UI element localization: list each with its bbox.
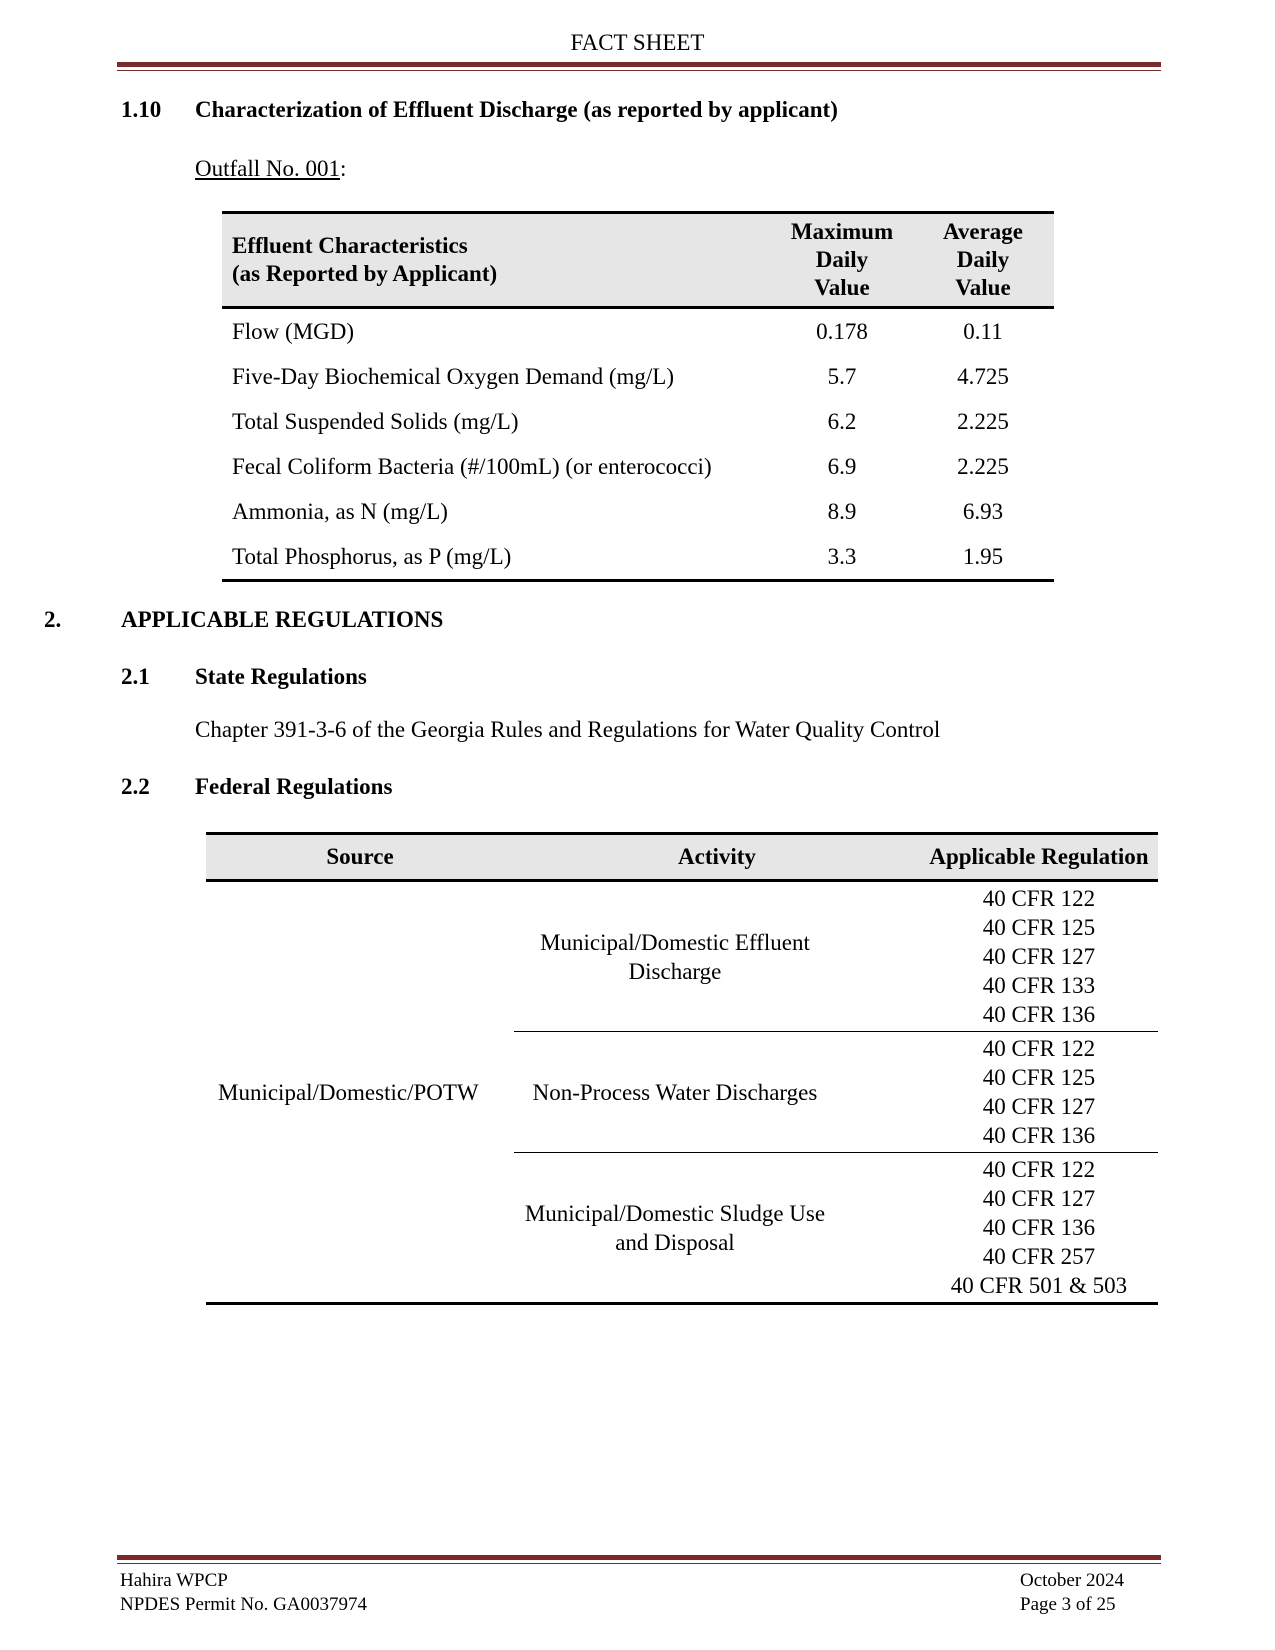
- col-header-max: [772, 213, 912, 308]
- col-header-max-line3: Value: [814, 275, 870, 300]
- table-row: [222, 308, 1054, 355]
- col-header-avg-line3: Value: [955, 275, 1011, 300]
- regulation-line: 40 CFR 136: [982, 1002, 1096, 1027]
- footer-facility: Hahira WPCP: [120, 1570, 228, 1591]
- page-header-title: FACT SHEET: [570, 30, 705, 55]
- section-number: 2.1: [121, 664, 150, 689]
- footer-date: October 2024: [1020, 1570, 1124, 1591]
- row-avg: 2.225: [957, 408, 1009, 434]
- table-row: [222, 489, 1054, 534]
- state-regulations-text: Chapter 391-3-6 of the Georgia Rules and Regulations for Water Quality Control: [195, 717, 941, 742]
- activity-line: Non-Process Water Discharges: [532, 1079, 818, 1105]
- source-cell: Municipal/Domestic/POTW: [206, 881, 514, 1304]
- regulation-line: 40 CFR 501 & 503: [950, 1273, 1128, 1298]
- table-row: [222, 399, 1054, 444]
- row-name: Five-Day Biochemical Oxygen Demand (mg/L): [232, 363, 674, 389]
- regulation-line: 40 CFR 122: [982, 886, 1096, 911]
- activity-cell: [514, 1153, 920, 1304]
- activity-line: Municipal/Domestic Sludge Use: [524, 1200, 826, 1226]
- section-heading: Federal Regulations: [195, 774, 393, 799]
- row-avg: 6.93: [962, 498, 1004, 524]
- section-heading: APPLICABLE REGULATIONS: [121, 607, 444, 632]
- section-number: 1.10: [121, 97, 162, 122]
- effluent-table: [222, 211, 1054, 582]
- col-header-max-line1: Maximum: [790, 219, 894, 244]
- activity-cell: [514, 1032, 920, 1153]
- col-header-characteristics: [222, 213, 772, 308]
- table-row: [222, 354, 1054, 399]
- col-header-avg-line1: Average: [942, 219, 1024, 244]
- outfall-label: [195, 156, 346, 182]
- row-max: 6.9: [827, 453, 857, 479]
- col-header-activity: Activity: [514, 834, 920, 881]
- header-rule: [117, 62, 1161, 67]
- outfall-colon: :: [340, 156, 347, 181]
- row-max: 6.2: [827, 408, 857, 434]
- regulation-cell: [920, 1153, 1158, 1304]
- row-name: Total Phosphorus, as P (mg/L): [222, 534, 772, 581]
- section-heading: State Regulations: [195, 664, 367, 689]
- regulation-line: 40 CFR 127: [982, 1186, 1096, 1211]
- footer-permit: NPDES Permit No. GA0037974: [120, 1594, 368, 1615]
- col-header-regulation: Applicable Regulation: [920, 834, 1158, 881]
- footer-right: [1020, 1569, 1124, 1617]
- col-header-char-line1: Effluent Characteristics: [232, 233, 468, 258]
- row-avg: 0.11: [963, 318, 1003, 344]
- table-row: [206, 881, 1158, 1032]
- footer-rule: [117, 1555, 1161, 1560]
- regulation-line: 40 CFR 122: [982, 1036, 1096, 1061]
- row-max: 8.9: [827, 498, 857, 524]
- federal-regulations-table: [206, 832, 1158, 1305]
- row-name: Fecal Coliform Bacteria (#/100mL) (or enterococci): [232, 453, 712, 479]
- footer-page: Page 3 of 25: [1020, 1594, 1116, 1615]
- regulation-line: 40 CFR 133: [982, 973, 1096, 998]
- row-name: Flow (MGD): [232, 318, 355, 344]
- row-max: 5.7: [827, 363, 857, 389]
- row-name: Total Suspended Solids (mg/L): [232, 408, 519, 434]
- header-rule-thin: [117, 70, 1161, 71]
- col-header-source: Source: [206, 834, 514, 881]
- section-heading: Characterization of Effluent Discharge (as reported by applicant): [195, 97, 838, 122]
- col-header-avg-line2: Daily: [956, 247, 1010, 272]
- table-row: [222, 444, 1054, 489]
- row-max: 3.3: [772, 534, 912, 581]
- regulation-line: 40 CFR 122: [982, 1157, 1096, 1182]
- col-header-max-line2: Daily: [815, 247, 869, 272]
- col-header-char-line2: (as Reported by Applicant): [232, 261, 498, 286]
- activity-line: Municipal/Domestic Effluent: [540, 929, 810, 955]
- regulation-line: 40 CFR 136: [982, 1215, 1096, 1240]
- regulation-line: 40 CFR 127: [982, 944, 1096, 969]
- row-max: 0.178: [816, 318, 868, 344]
- row-avg: 4.725: [957, 363, 1009, 389]
- regulation-line: 40 CFR 125: [982, 915, 1096, 940]
- col-header-avg: [912, 213, 1054, 308]
- regulation-cell: [920, 881, 1158, 1032]
- regulation-line: 40 CFR 136: [982, 1123, 1096, 1148]
- activity-line: and Disposal: [615, 1229, 735, 1255]
- section-number: 2.2: [121, 774, 150, 799]
- activity-line: Discharge: [628, 958, 722, 984]
- footer-left: [120, 1569, 367, 1617]
- regulation-line: 40 CFR 125: [982, 1065, 1096, 1090]
- footer-rule-thin: [117, 1563, 1161, 1564]
- section-number: 2.: [44, 607, 62, 632]
- regulation-cell: [920, 1032, 1158, 1153]
- table-row: [222, 534, 1054, 581]
- outfall-name: Outfall No. 001: [195, 156, 341, 181]
- row-name: Ammonia, as N (mg/L): [232, 498, 448, 524]
- regulation-line: 40 CFR 257: [982, 1244, 1096, 1269]
- row-avg: 2.225: [957, 453, 1009, 479]
- activity-cell: [514, 881, 920, 1032]
- regulation-line: 40 CFR 127: [982, 1094, 1096, 1119]
- row-avg: 1.95: [912, 534, 1054, 581]
